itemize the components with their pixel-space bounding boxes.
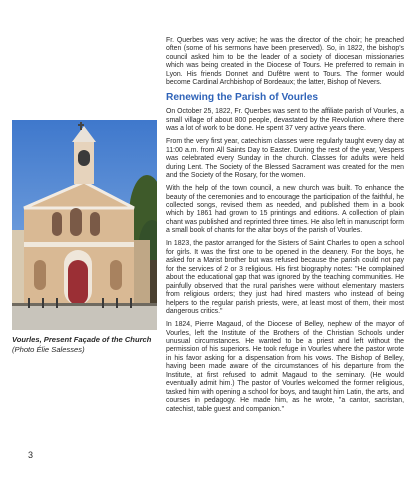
section-heading: Renewing the Parish of Vourles — [166, 92, 319, 104]
paragraph-arrival: On October 25, 1822, Fr. Querbes was sent to the affiliate parish of Vourles, a small village of about 800 people, devastated by the Revolution where there was a lot of work to be done. He spent 37 very active years there. — [166, 108, 404, 133]
photo-caption — [12, 335, 162, 355]
caption-title: Vourles, Present Façade of the Church — [12, 335, 152, 344]
paragraph-catechism: From the very first year, catechism classes were regularly taught every day at 11:00 a.m. from All Saints Day to Easter. During the rest of the year, Vespers was celebrated every Sunday in the church. Classes for adults were held during Lent. The Society of the Blessed Sacrament was created for the men and the Society of the Rosary, for the women. — [166, 138, 404, 180]
caption-credit: (Photo Élie Salesses) — [12, 345, 85, 354]
church-facade-photo — [12, 120, 157, 330]
paragraph-girls-school: In 1823, the pastor arranged for the Sisters of Saint Charles to open a school for girls. It was the first one to be opened in the deanery. For the boys, he asked for a Marist brother but was refused because the parish could not pay for the services of 2 or 3 religious. His first biography notes: "He complained about the educational gap that was ignored by the teaching communities. He painfully observed that the rural parishes were without elementary masters from religious orders; they just had hired masters who instead of being helpers to the regular parish priests, were, at least most of them, their most dangerous critics." — [166, 240, 404, 316]
paragraph-new-church: With the help of the town council, a new church was built. To enhance the beauty of the ceremonies and to encourage the participation of the faithful, he collected songs, revised them as needed, and published them in a book which by 1861 had grown to 15 printings and editions. A collection of plain chant was published and reprinted three times. He also left in manuscript form a small book of chants for the altar boys of the parish of Vourles. — [166, 185, 404, 235]
paragraph-intro: Fr. Querbes was very active; he was the director of the choir; he preached often (some of his sermons have been preserved). So, in 1822, the bishop's council asked him to be the leader of a society of diocesan missionaries which was being created in the Diocese of Tours. He preferred to remain in Lyon. His friends Donnet and Dufêtre went to Tours. The former would become Cardinal Archbishop of Bordeaux; the latter, Bishop of Nevers. — [166, 37, 404, 87]
paragraph-magaud: In 1824, Pierre Magaud, of the Diocese of Belley, nephew of the mayor of Vourles, left the Institute of the Brothers of the Christian Schools under unusual circumstances. He wanted to be a priest and left without the permission of his superiors. He took refuge in Vourles where the pastor wrote in his favor asking for a dispensation from his vows. The Bishop of Belley, having been made aware of the circumstances of his departure from the Institute, at first refused to admit Magaud to the seminary. (He would eventually admit him.) The pastor of Vourles welcomed the former religious, tasked him with opening a school for boys, and taught him Latin, the arts, and courses in pedagogy. He made him, as he wrote, "a cantor, sacristan, catechist, table guest and companion." — [166, 321, 404, 413]
article-text-column — [166, 37, 404, 419]
page-number: 3 — [28, 450, 34, 460]
church-facade-illustration — [12, 120, 157, 330]
